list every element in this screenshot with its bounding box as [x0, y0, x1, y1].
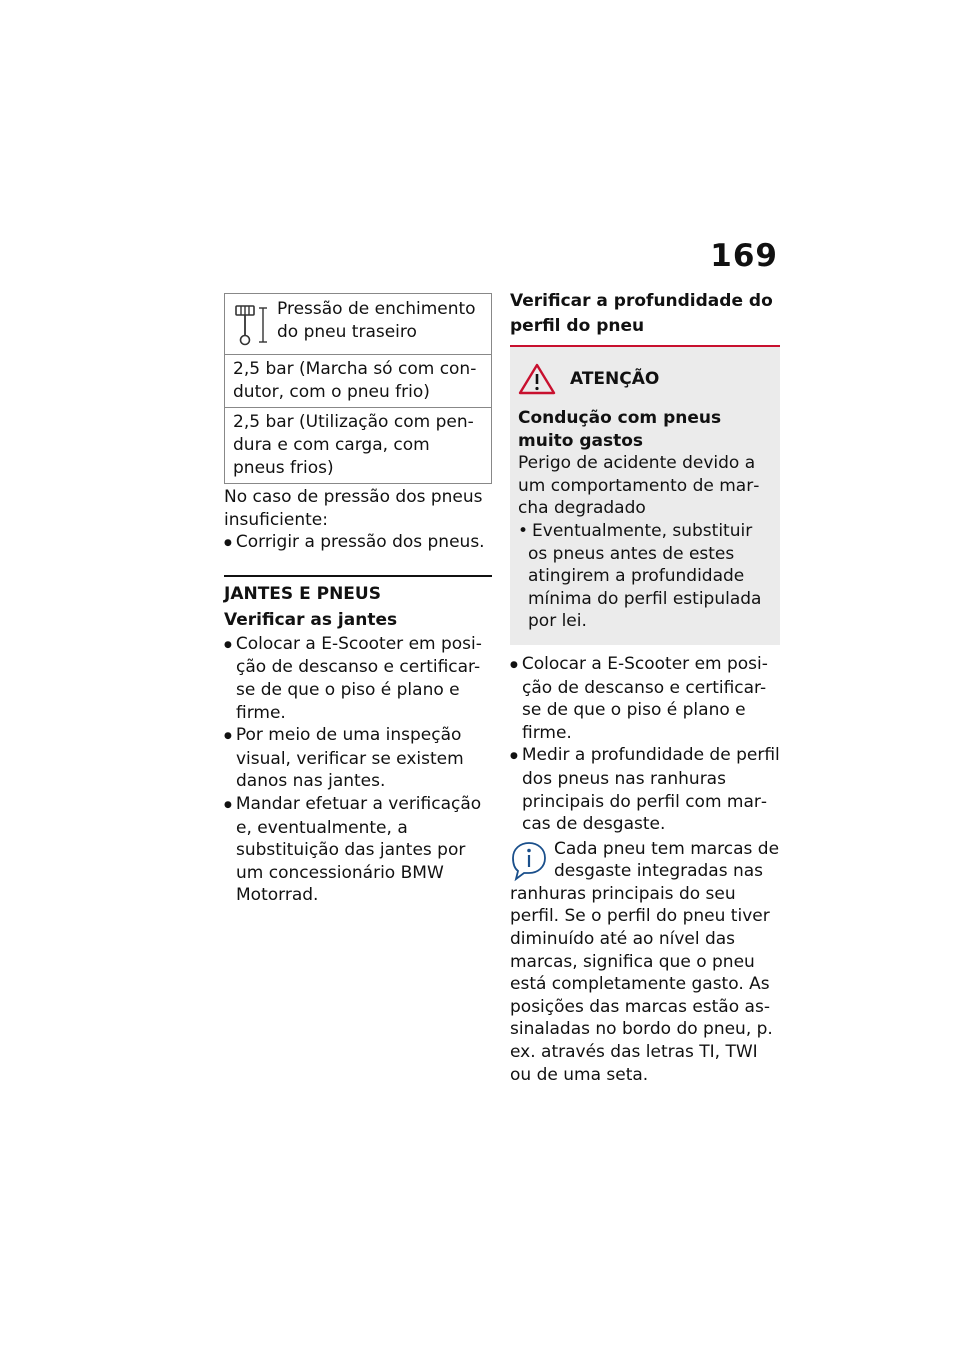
- list-item: ● Por meio de uma inspeção visual, verificar se existem danos nas jantes.: [224, 724, 492, 793]
- spec-table-header: [225, 294, 491, 355]
- warning-triangle-icon: [518, 363, 556, 395]
- list-item: ● Corrigir a pressão dos pneus.: [224, 531, 492, 555]
- left-column: [224, 293, 492, 907]
- warning-box: [510, 345, 780, 645]
- warning-header: [518, 363, 770, 395]
- list-item: • Eventualmente, substituir os pneus antes de estes atingirem a profundidade mínima do perfil estipulada por lei.: [518, 520, 770, 633]
- list-item: ● Colocar a E-Scooter em posição de descanso e certificar-se de que o piso é plano e firme.: [510, 653, 780, 744]
- low-pressure-intro: No caso de pressão dos pneus insuficiente:: [224, 487, 483, 530]
- tread-steps: [510, 653, 780, 836]
- warning-subtitle: Condução com pneus muito gastos: [518, 408, 722, 451]
- warning-label: ATENÇÃO: [570, 369, 660, 389]
- spec-table: [224, 293, 492, 484]
- page-number: 169: [710, 238, 778, 274]
- warning-actions: [518, 520, 770, 633]
- tire-pressure-gauge-icon: [233, 302, 271, 348]
- spec-table-title: Pressão de enchimento do pneu traseiro: [277, 299, 476, 342]
- list-item: ● Colocar a E-Scooter em posição de descanso e certificar-se de que o piso é plano e firme.: [224, 633, 492, 724]
- list-item: ● Mandar efetuar a verificação e, eventualmente, a substituição das jantes por um concessionário BMW Motorrad.: [224, 793, 492, 907]
- section-title: JANTES E PNEUS: [224, 583, 381, 604]
- spec-row-solo: 2,5 bar (Marcha só com condutor, com o pneu frio): [233, 359, 477, 402]
- subsection-title-rims: Verificar as jantes: [224, 609, 398, 630]
- section-divider: [224, 575, 492, 577]
- subsection-title-tread: Verificar a profundidade do perfil do pneu: [510, 291, 773, 336]
- rims-steps: [224, 633, 492, 907]
- info-text: Cada pneu tem marcas de desgaste integradas nas ranhuras principais do seu perfil. Se o perfil do pneu tiver diminuído até ao nível das marcas, significa que o pneu está completamente gasto. As posições das marcas estão assinaladas no bordo do pneu, p. ex. através das letras TI, TWI ou de uma seta.: [510, 838, 780, 1085]
- spec-row-passenger: 2,5 bar (Utilização com pendura e com carga, com pneus frios): [225, 407, 491, 483]
- info-icon: [510, 840, 548, 882]
- list-item: ● Medir a profundidade de perfil dos pneus nas ranhuras principais do perfil com marcas de desgaste.: [510, 744, 780, 835]
- warning-text: Perigo de acidente devido a um comportamento de marcha degradado: [518, 453, 760, 519]
- info-note: [510, 838, 780, 1087]
- low-pressure-list: [224, 531, 492, 555]
- right-column: [510, 289, 780, 1086]
